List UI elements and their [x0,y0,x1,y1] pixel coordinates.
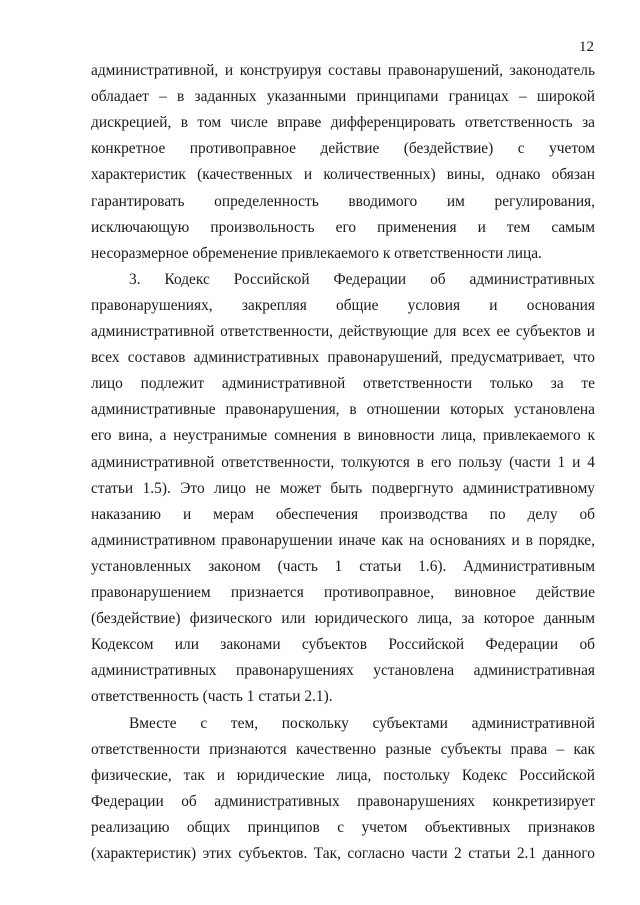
text-line: административном правонарушении иначе как на основаниях и в порядке, [91,531,595,549]
text-line: административных правонарушениях установлена административная [91,662,595,680]
text-line: физические, так и юридические лица, постольку Кодекс Российской [91,766,595,784]
text-line: административной, и конструируя составы правонарушений, законодатель [91,62,595,79]
text-line: наказанию и мерам обеспечения производства по делу об [91,505,595,523]
text-line: обладает – в заданных указанными принципами границах – широкой [91,88,595,106]
text-line: лицо подлежит административной ответственности только за те [91,375,595,393]
text-line: установленных законом (часть 1 статьи 1.6). Административным [91,557,595,575]
text-line: правонарушениях, закрепляя общие условия и основания [91,296,595,314]
text-line: исключающую произвольность его применения и тем самым [91,218,595,236]
text-line: ответственности признаются качественно разные субъекты права – как [91,740,595,758]
text-line: административные правонарушения, в отношении которых установлена [91,401,595,419]
text-line: Вместе с тем, поскольку субъектами административной [129,714,595,732]
text-line: статьи 1.5). Это лицо не может быть подвергнуто административному [91,479,595,497]
text-line: (характеристик) этих субъектов. Так, согласно части 2 статьи 2.1 данного [91,845,595,862]
text-line: всех составов административных правонарушений, предусматривает, что [91,349,595,367]
text-line: административной ответственности, действующие для всех ее субъектов и [91,323,595,340]
text-line: Кодексом или законами субъектов Российской Федерации об [91,636,595,654]
text-line: его вина, а неустранимые сомнения в виновности лица, привлекаемого к [91,427,595,445]
text-line: характеристик (качественных и количественных) вины, однако обязан [91,166,595,184]
text-line: конкретное противоправное действие (бездействие) с учетом [91,140,595,158]
text-line: административной ответственности, толкуются в его пользу (части 1 и 4 [91,453,595,471]
text-line: дискрецией, в том числе вправе дифференцировать ответственность за [91,114,595,132]
text-line: правонарушением признается противоправное, виновное действие [91,584,595,601]
text-line: (бездействие) физического или юридического лица, за которое данным [91,610,595,628]
text-line: несоразмерное обременение привлекаемого к ответственности лица. [91,244,542,262]
text-line: Федерации об административных правонарушениях конкретизирует [91,792,595,810]
text-line: 3. Кодекс Российской Федерации об административных [129,270,595,288]
text-line: гарантировать определенность вводимого им регулирования, [91,192,595,210]
text-line: реализацию общих принципов с учетом объективных признаков [91,818,595,836]
text-line: ответственность (часть 1 статьи 2.1). [91,688,333,706]
page-number: 12 [579,39,594,55]
